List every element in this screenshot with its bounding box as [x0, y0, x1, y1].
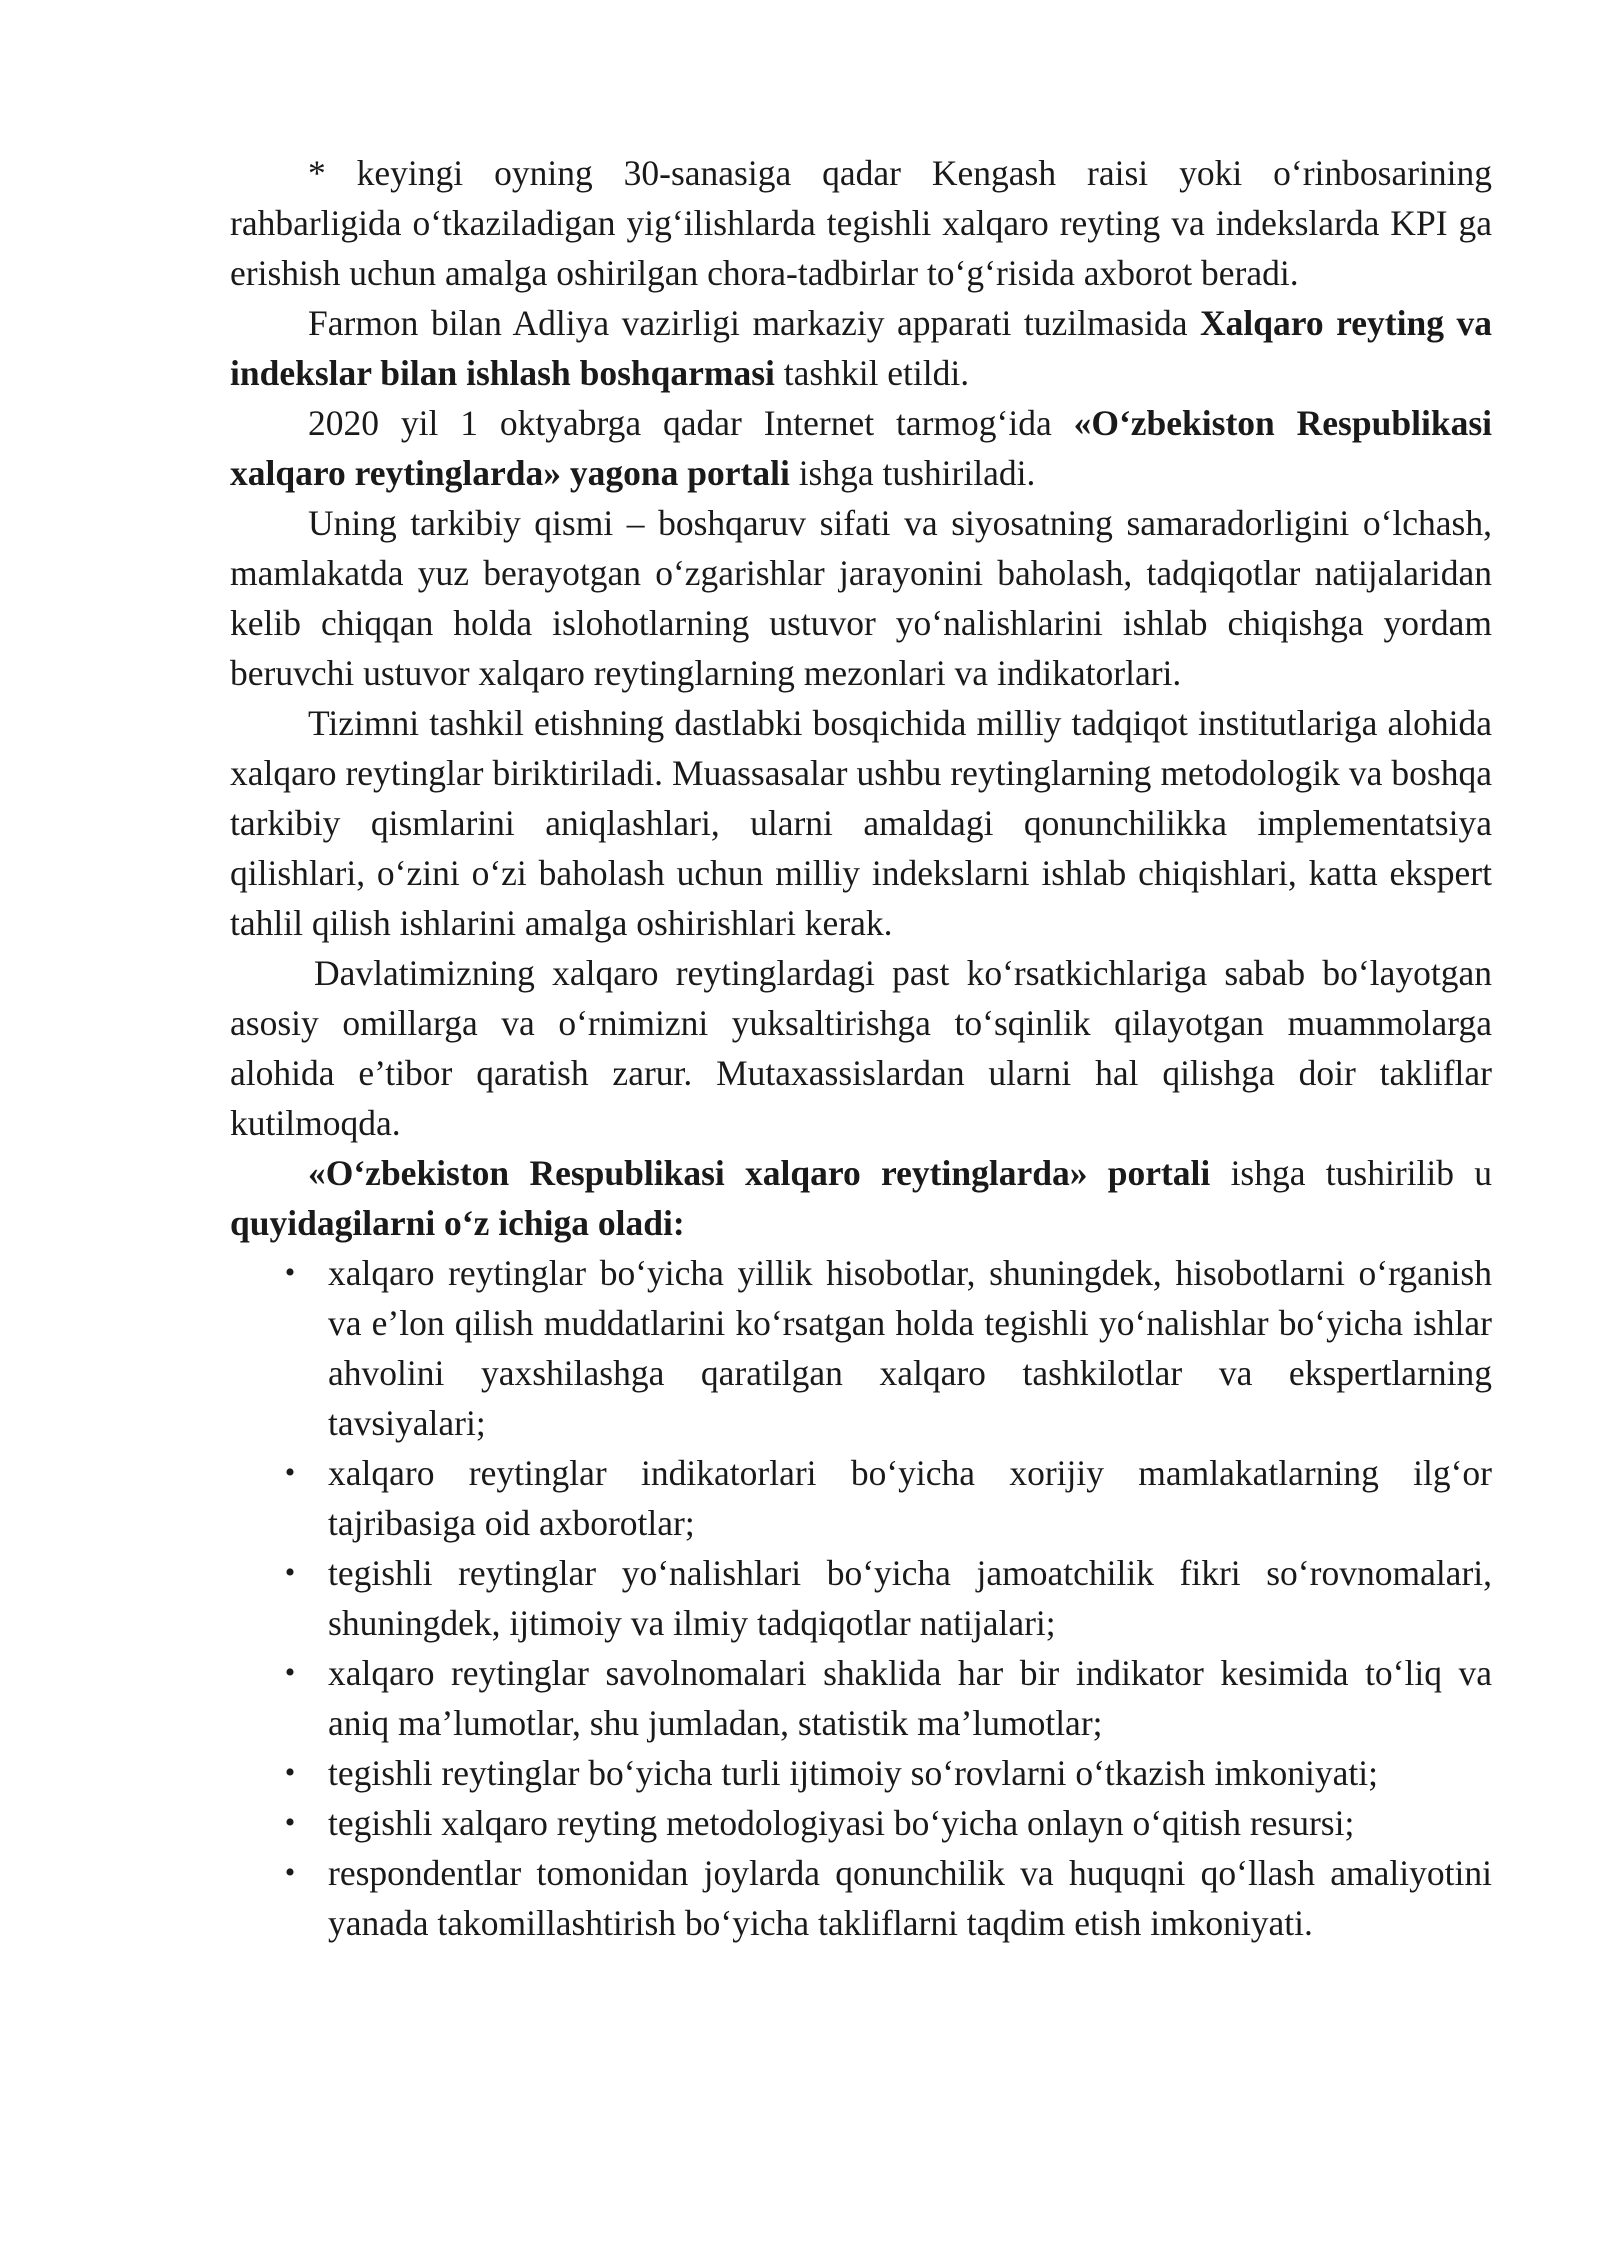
bullet-icon: •: [284, 1856, 296, 1889]
paragraph-portal-contents-text: ishga tushirilib u: [1210, 1153, 1493, 1193]
paragraph-farmon-text: Farmon bilan Adliya vazirligi markaziy apparati tuzilmasida: [308, 303, 1201, 343]
bullet-icon: •: [284, 1756, 296, 1789]
list-item-text: tegishli reytinglar yo‘nalishlari bo‘yicha jamoatchilik fikri so‘rovnomalari, shuningdek, ijtimoiy va ilmiy tadqiqotlar natijalari;: [328, 1553, 1492, 1643]
list-item: [230, 1548, 1492, 1648]
paragraph-portal-launch-tail: ishga tushiriladi.: [789, 453, 1036, 493]
list-item: [230, 1648, 1492, 1748]
list-item: [230, 1798, 1492, 1848]
paragraph-portal-contents-bold: «O‘zbekiston Respublikasi xalqaro reytinglarda» portali: [308, 1153, 1211, 1193]
paragraph-davlatimiz: Davlatimizning xalqaro reytinglardagi past ko‘rsatkichlariga sabab bo‘layotgan asosiy omillarga va o‘rnimizni yuksaltirishga to‘sqinlik qilayotgan muammolarga alohida e’tibor qaratish zarur. Mutaxassislardan ularni hal qilishga doir takliflar kutilmoqda.: [230, 953, 1492, 1143]
list-item-text: respondentlar tomonidan joylarda qonunchilik va huquqni qo‘llash amaliyotini yanada takomillashtirish bo‘yicha takliflarni taqdim etish imkoniyati.: [328, 1853, 1492, 1943]
paragraph-portal-launch-bold: «O‘zbekiston Respublikasi xalqaro reytinglarda» yagona portali: [230, 403, 1492, 493]
paragraph-portal-contents: [230, 1148, 1492, 1248]
list-item-text: tegishli reytinglar bo‘yicha turli ijtimoiy so‘rovlarni o‘tkazish imkoniyati;: [328, 1753, 1379, 1793]
list-item: [230, 1848, 1492, 1948]
list-item-text: tegishli xalqaro reyting metodologiyasi bo‘yicha onlayn o‘qitish resursi;: [328, 1803, 1355, 1843]
paragraph-portal-launch-text: 2020 yil 1 oktyabrga qadar Internet tarmog‘ida: [308, 403, 1074, 443]
paragraph-portal-launch: [230, 398, 1492, 498]
bullet-list: [230, 1248, 1492, 1948]
bullet-icon: •: [284, 1256, 296, 1289]
list-item-text: xalqaro reytinglar savolnomalari shaklida har bir indikator kesimida to‘liq va aniq ma’lumotlar, shu jumladan, statistik ma’lumotlar;: [328, 1653, 1492, 1743]
paragraph-farmon-bold: Xalqaro reyting va indekslar bilan ishlash boshqarmasi: [230, 303, 1492, 393]
paragraph-kengash: * keyingi oyning 30-sanasiga qadar Kengash raisi yoki o‘rinbosarining rahbarligida o‘tkaziladigan yig‘ilishlarda tegishli xalqaro reyting va indekslarda KPI ga erishish uchun amalga oshirilgan chora-tadbirlar to‘g‘risida axborot beradi.: [230, 153, 1492, 293]
list-item-text: xalqaro reytinglar bo‘yicha yillik hisobotlar, shuningdek, hisobotlarni o‘rganish va e’lon qilish muddatlarini ko‘rsatgan holda tegishli yo‘nalishlar bo‘yicha ishlar ahvolini yaxshilashga qaratilgan xalqaro tashkilotlar va ekspertlarning tavsiyalari;: [328, 1253, 1492, 1443]
bullet-icon: •: [284, 1656, 296, 1689]
paragraph-tizim: Tizimni tashkil etishning dastlabki bosqichida milliy tadqiqot institutlariga alohida xalqaro reytinglar biriktiriladi. Muassasalar ushbu reytinglarning metodologik va boshqa tarkibiy qismlarini aniqlashlari, ularni amaldagi qonunchilikka implementatsiya qilishlari, o‘zini o‘zi baholash uchun milliy indekslarni ishlab chiqishlari, katta ekspert tahlil qilish ishlarini amalga oshirishlari kerak.: [230, 703, 1492, 943]
list-item: [230, 1448, 1492, 1548]
document-page: [230, 148, 1492, 1948]
bullet-icon: •: [284, 1456, 296, 1489]
bullet-icon: •: [284, 1806, 296, 1839]
bullet-icon: •: [284, 1556, 296, 1589]
paragraph-tarkibiy-qismi: Uning tarkibiy qismi – boshqaruv sifati va siyosatning samaradorligini o‘lchash, mamlakatda yuz berayotgan o‘zgarishlar jarayonini baholash, tadqiqotlar natijalaridan kelib chiqqan holda islohotlarning ustuvor yo‘nalishlarini ishlab chiqishga yordam beruvchi ustuvor xalqaro reytinglarning mezonlari va indikatorlari.: [230, 503, 1492, 693]
list-item: [230, 1248, 1492, 1448]
paragraph-farmon-tail: tashkil etildi.: [774, 353, 970, 393]
list-item-text: xalqaro reytinglar indikatorlari bo‘yicha xorijiy mamlakatlarning ilg‘or tajribasiga oid axborotlar;: [328, 1453, 1492, 1543]
paragraph-farmon: [230, 298, 1492, 398]
paragraph-portal-contents-bold-2: quyidagilarni o‘z ichiga oladi:: [230, 1203, 685, 1243]
list-item: [230, 1748, 1492, 1798]
